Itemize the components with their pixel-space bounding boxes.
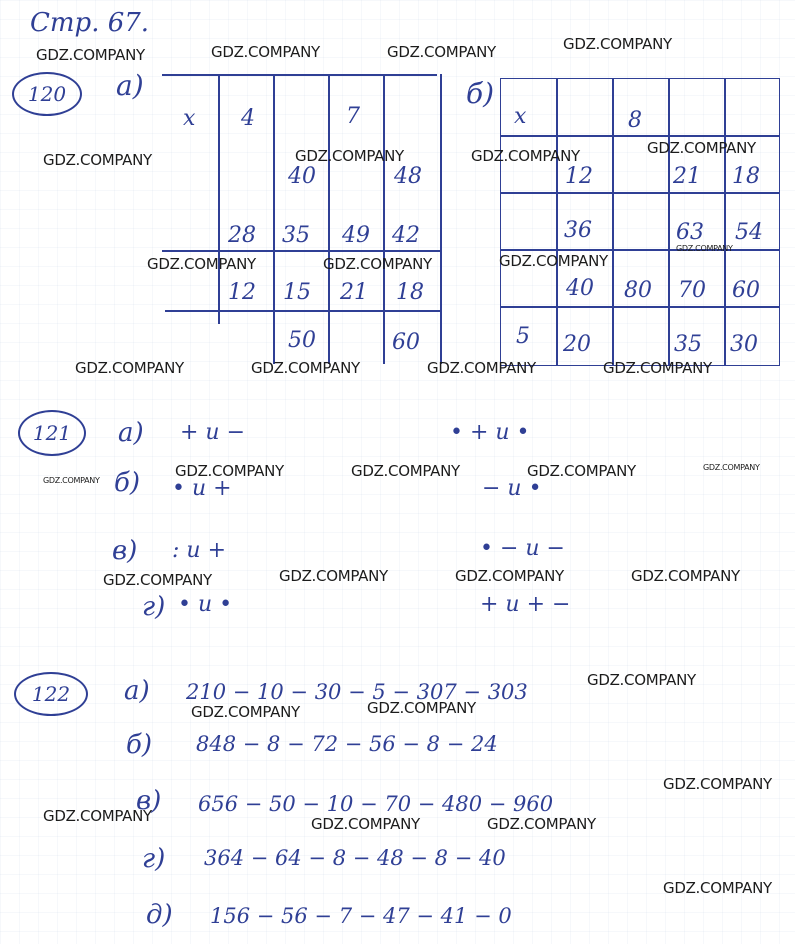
ex122-expression: 210 − 10 − 30 − 5 − 307 − 303 [186, 680, 528, 704]
table-a-cell: 12 [228, 280, 256, 305]
watermark: GDZ.COMPANY [323, 255, 432, 273]
watermark: GDZ.COMPANY [211, 43, 320, 61]
ex120-part-a-label: а) [116, 69, 144, 102]
watermark: GDZ.COMPANY [676, 244, 733, 253]
ex121-label: в) [112, 536, 138, 566]
watermark: GDZ.COMPANY [103, 571, 212, 589]
table-a-col-line [218, 74, 220, 324]
table-b-col-line [724, 78, 726, 366]
watermark: GDZ.COMPANY [279, 567, 388, 585]
table-a-cell: 42 [392, 223, 420, 248]
watermark: GDZ.COMPANY [43, 807, 152, 825]
table-b-cell: 36 [564, 218, 592, 243]
table-b-header-symbol: x [514, 104, 527, 129]
watermark: GDZ.COMPANY [499, 252, 608, 270]
table-b-row-line [500, 306, 780, 308]
ex121-left: : и + [172, 538, 227, 563]
table-a-col-value: 7 [346, 104, 360, 129]
watermark: GDZ.COMPANY [191, 703, 300, 721]
watermark: GDZ.COMPANY [427, 359, 536, 377]
watermark: GDZ.COMPANY [75, 359, 184, 377]
ex121-label: б) [114, 468, 141, 498]
table-a-line [162, 250, 440, 252]
watermark: GDZ.COMPANY [631, 567, 740, 585]
table-a-col-line [383, 74, 385, 364]
ex121-left: + и − [180, 420, 246, 445]
watermark: GDZ.COMPANY [603, 359, 712, 377]
table-b-col-line [668, 78, 670, 366]
watermark: GDZ.COMPANY [367, 699, 476, 717]
table-b-cell: 80 [624, 278, 652, 303]
ex122-label: д) [146, 900, 173, 930]
watermark: GDZ.COMPANY [387, 43, 496, 61]
ex121-left: • и • [178, 592, 233, 617]
table-a-cell: 50 [288, 328, 316, 353]
table-b-cell: 20 [563, 332, 591, 357]
ex121-label: г) [142, 592, 166, 622]
watermark: GDZ.COMPANY [471, 147, 580, 165]
table-a-cell: 15 [283, 280, 311, 305]
table-a-cell: 48 [394, 164, 422, 189]
ex122-expression: 156 − 56 − 7 − 47 − 41 − 0 [210, 904, 512, 928]
table-a-col-value: 4 [241, 106, 255, 131]
watermark: GDZ.COMPANY [455, 567, 564, 585]
ex121-left: • и + [172, 476, 232, 501]
ex122-label: а) [124, 676, 150, 706]
table-b-cell: 54 [735, 220, 763, 245]
table-b-row-line [500, 135, 780, 137]
table-b-cell: 40 [566, 276, 594, 301]
table-b-cell: 18 [732, 164, 760, 189]
ex122-label: б) [126, 730, 153, 760]
table-b-col-value: 8 [628, 108, 642, 133]
watermark: GDZ.COMPANY [351, 462, 460, 480]
watermark: GDZ.COMPANY [43, 476, 100, 485]
exercise-120-number: 120 [12, 72, 82, 116]
table-a-top-line [162, 74, 437, 76]
watermark: GDZ.COMPANY [251, 359, 360, 377]
table-b-cell: 12 [565, 164, 593, 189]
table-a-col-line [440, 74, 442, 364]
ex122-label: г) [142, 844, 166, 874]
table-b-col-line [556, 78, 558, 366]
exercise-122-number: 122 [14, 672, 88, 716]
table-a-col-line [273, 74, 275, 364]
watermark: GDZ.COMPANY [647, 139, 756, 157]
table-b-cell: 30 [730, 332, 758, 357]
ex121-right: − и • [482, 476, 542, 501]
table-b-cell: 60 [732, 278, 760, 303]
watermark: GDZ.COMPANY [36, 46, 145, 64]
watermark: GDZ.COMPANY [311, 815, 420, 833]
table-b-row-line [500, 192, 780, 194]
watermark: GDZ.COMPANY [527, 462, 636, 480]
table-a-cell: 35 [282, 223, 310, 248]
table-b-cell: 35 [674, 332, 702, 357]
table-b-row-line [500, 249, 780, 251]
ex122-expression: 656 − 50 − 10 − 70 − 480 − 960 [198, 792, 554, 816]
table-a-line [165, 310, 440, 312]
table-a-col-line [328, 74, 330, 364]
table-b-cell: 21 [673, 164, 701, 189]
table-a-cell: 60 [392, 330, 420, 355]
ex120-part-b-label: б) [466, 77, 495, 110]
watermark: GDZ.COMPANY [487, 815, 596, 833]
ex122-label: в) [136, 786, 162, 816]
watermark: GDZ.COMPANY [587, 671, 696, 689]
watermark: GDZ.COMPANY [175, 462, 284, 480]
page-reference: Стр. 67. [30, 8, 150, 38]
ex121-right: • + и • [450, 420, 530, 445]
ex121-right: + и + − [480, 592, 571, 617]
ex121-label: а) [118, 418, 144, 448]
table-b-col-line [612, 78, 614, 366]
table-b-row-head: 5 [516, 324, 530, 349]
table-a-cell: 40 [288, 164, 316, 189]
table-a-cell: 18 [396, 280, 424, 305]
table-b-cell: 63 [676, 220, 704, 245]
table-a-cell: 28 [228, 223, 256, 248]
table-a-cell: 49 [342, 223, 370, 248]
table-b-cell: 70 [678, 278, 706, 303]
table-a-cell: 21 [340, 280, 368, 305]
watermark: GDZ.COMPANY [295, 147, 404, 165]
ex122-expression: 364 − 64 − 8 − 48 − 8 − 40 [204, 846, 506, 870]
watermark: GDZ.COMPANY [563, 35, 672, 53]
watermark: GDZ.COMPANY [43, 151, 152, 169]
table-a-header-symbol: x [183, 106, 196, 131]
watermark: GDZ.COMPANY [703, 463, 760, 472]
watermark: GDZ.COMPANY [663, 879, 772, 897]
ex121-right: • − и − [480, 536, 565, 561]
exercise-121-number: 121 [18, 410, 86, 456]
ex122-expression: 848 − 8 − 72 − 56 − 8 − 24 [196, 732, 498, 756]
watermark: GDZ.COMPANY [147, 255, 256, 273]
watermark: GDZ.COMPANY [663, 775, 772, 793]
